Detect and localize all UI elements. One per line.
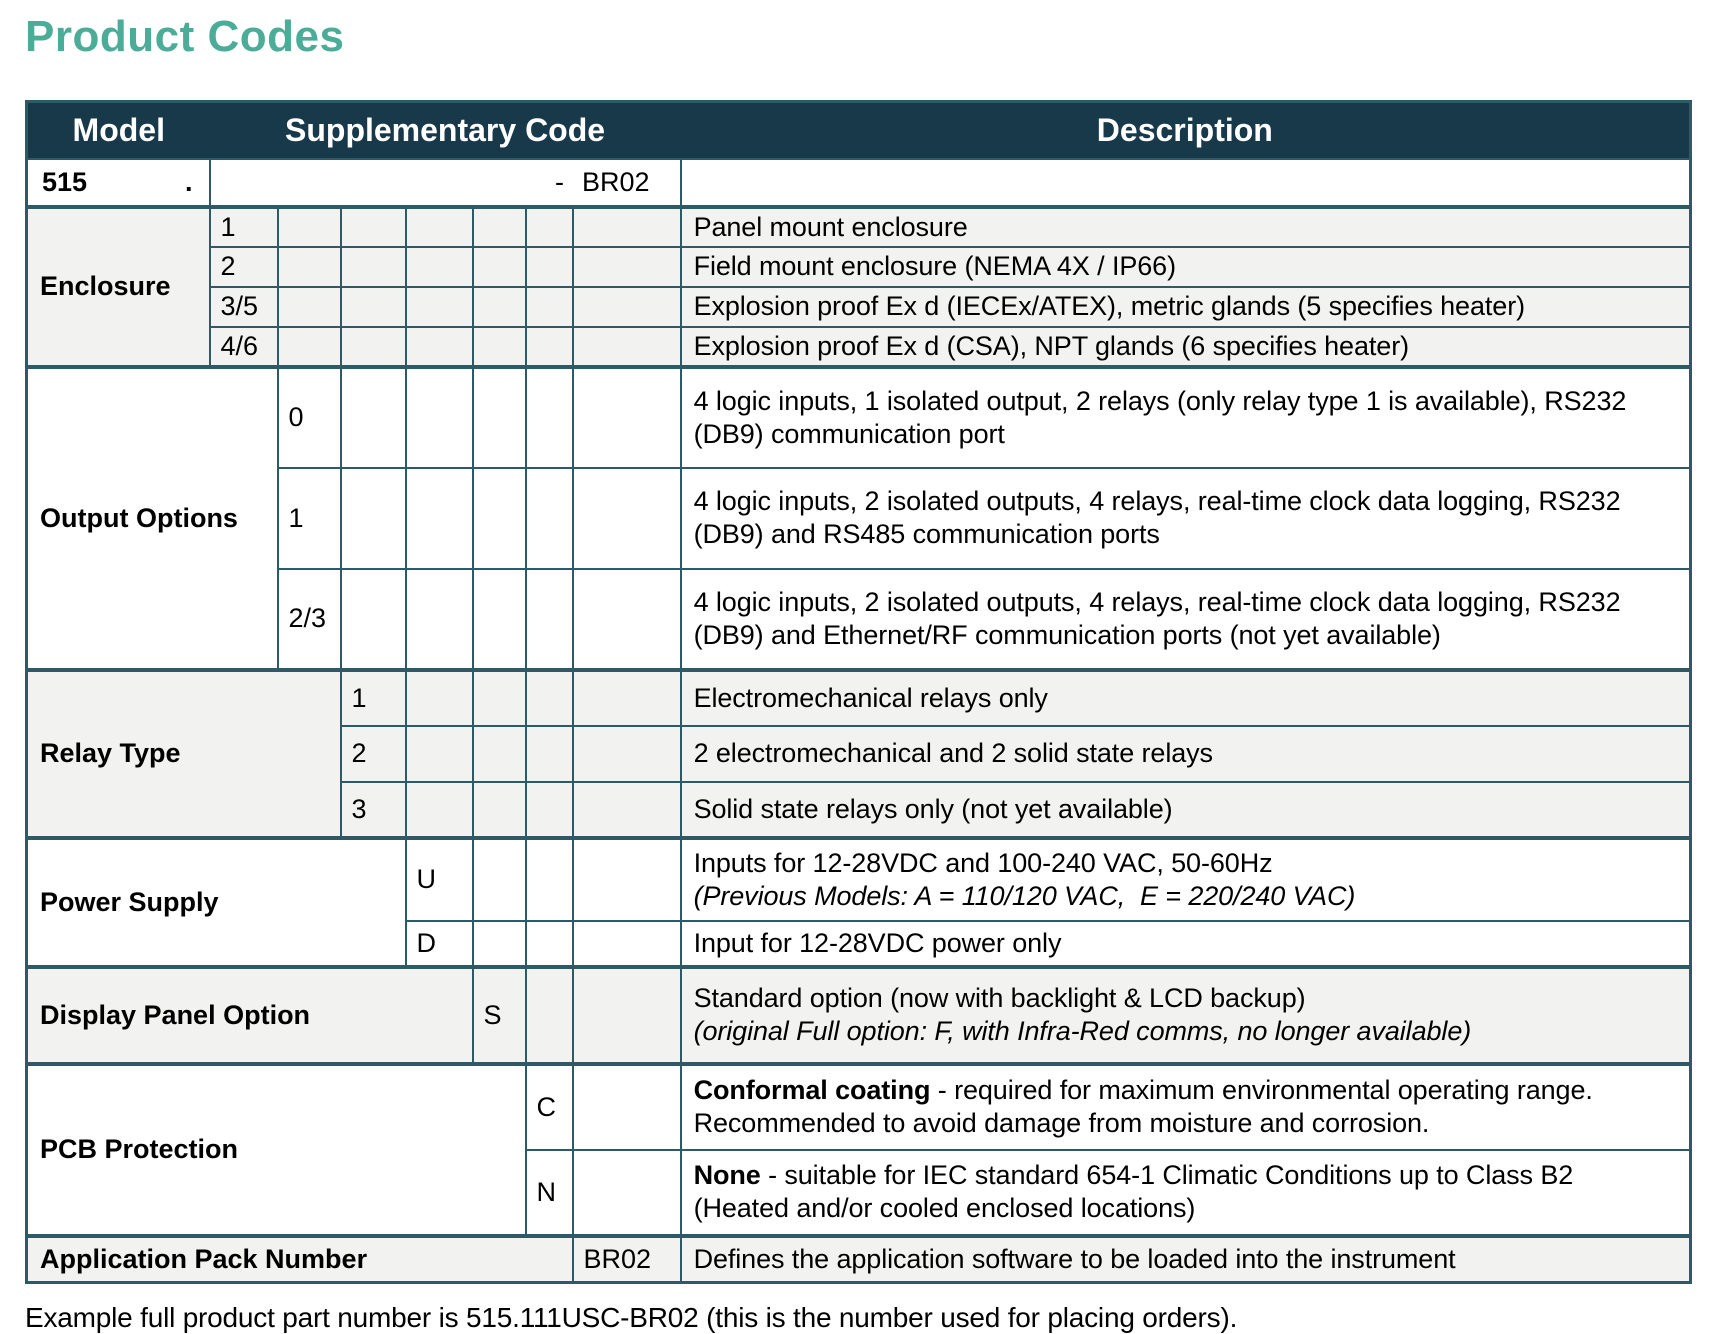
code-cell: 3/5 [210, 287, 278, 327]
empty-code-cell [573, 967, 681, 1064]
section-label-cell: Relay Type [27, 670, 341, 838]
empty-code-cell [473, 468, 526, 569]
description-cell: Solid state relays only (not yet available) [681, 782, 1691, 838]
empty-code-cell [526, 921, 573, 967]
empty-code-cell [526, 468, 573, 569]
empty-code-cell [473, 921, 526, 967]
empty-code-cell [573, 838, 681, 921]
product-codes-table [25, 100, 1692, 1284]
empty-code-cell [341, 367, 406, 468]
model-header-cell: Model [27, 102, 210, 159]
code-cell: N [526, 1150, 573, 1236]
code-cell: D [406, 921, 473, 967]
section-label-cell: Enclosure [27, 207, 210, 367]
description-cell [681, 159, 1691, 207]
empty-code-cell [473, 327, 526, 367]
section-label-cell: Power Supply [27, 838, 406, 967]
empty-code-cell [526, 782, 573, 838]
empty-code-cell [573, 1064, 681, 1150]
empty-code-cell [573, 207, 681, 247]
empty-code-cell [473, 207, 526, 247]
empty-code-cell [473, 367, 526, 468]
empty-code-cell [406, 327, 473, 367]
empty-code-cell [526, 207, 573, 247]
empty-code-cell [473, 838, 526, 921]
empty-code-cell [406, 782, 473, 838]
description-cell: Defines the application software to be loaded into the instrument [681, 1236, 1691, 1283]
empty-code-cell [406, 287, 473, 327]
code-cell: 1 [341, 670, 406, 726]
section-label-cell: Display Panel Option [27, 967, 473, 1064]
table-row [27, 967, 1691, 1064]
example-part-number-note: Example full product part number is 515.111USC-BR02 (this is the number used for placing orders). [25, 1302, 1238, 1333]
empty-code-cell [526, 670, 573, 726]
empty-code-cell [573, 670, 681, 726]
description-cell: 4 logic inputs, 2 isolated outputs, 4 relays, real-time clock data logging, RS232 (DB9) and RS485 communication ports [681, 468, 1691, 569]
empty-code-cell [526, 726, 573, 782]
supplementary-code-cell [210, 159, 681, 207]
empty-code-cell [406, 247, 473, 287]
description-cell: Explosion proof Ex d (CSA), NPT glands (6 specifies heater) [681, 327, 1691, 367]
page-title: Product Codes [25, 12, 345, 61]
empty-code-cell [573, 782, 681, 838]
empty-code-cell [406, 367, 473, 468]
model-number: 515 [42, 166, 88, 197]
description-cell: Standard option (now with backlight & LCD backup) (original Full option: F, with Infra-Red comms, no longer available) [681, 967, 1691, 1064]
empty-code-cell [341, 287, 406, 327]
empty-code-cell [573, 468, 681, 569]
code-cell: S [473, 967, 526, 1064]
empty-code-cell [473, 726, 526, 782]
empty-code-cell [406, 569, 473, 670]
description-cell: Field mount enclosure (NEMA 4X / IP66) [681, 247, 1691, 287]
description-cell: Panel mount enclosure [681, 207, 1691, 247]
section-label-cell: PCB Protection [27, 1064, 526, 1236]
table-row [27, 327, 1691, 367]
code-cell: 3 [341, 782, 406, 838]
code-cell: 1 [210, 207, 278, 247]
table-row [27, 1236, 1691, 1283]
description-cell: Inputs for 12-28VDC and 100-240 VAC, 50-60Hz (Previous Models: A = 110/120 VAC, E = 220/240 VAC) [681, 838, 1691, 921]
empty-code-cell [278, 327, 341, 367]
model-cell [27, 159, 210, 207]
empty-code-cell [278, 287, 341, 327]
description-header-cell: Description [681, 102, 1691, 159]
table-row [27, 838, 1691, 921]
model-dot: . [184, 166, 193, 197]
empty-code-cell [406, 207, 473, 247]
empty-code-cell [473, 782, 526, 838]
empty-code-cell [526, 367, 573, 468]
empty-code-cell [573, 569, 681, 670]
empty-code-cell [573, 287, 681, 327]
empty-code-cell [573, 726, 681, 782]
table-row [27, 247, 1691, 287]
empty-code-cell [406, 726, 473, 782]
table-row [27, 207, 1691, 247]
table-row [27, 367, 1691, 468]
code-cell: C [526, 1064, 573, 1150]
empty-code-cell [278, 207, 341, 247]
empty-code-cell [526, 967, 573, 1064]
empty-code-cell [473, 670, 526, 726]
code-cell: 2 [341, 726, 406, 782]
code-cell: 2/3 [278, 569, 341, 670]
code-cell: 2 [210, 247, 278, 287]
empty-code-cell [473, 247, 526, 287]
empty-code-cell [526, 569, 573, 670]
empty-code-cell [573, 1150, 681, 1236]
empty-code-cell [341, 569, 406, 670]
empty-code-cell [406, 670, 473, 726]
description-cell: 2 electromechanical and 2 solid state relays [681, 726, 1691, 782]
empty-code-cell [341, 247, 406, 287]
code-cell: 1 [278, 468, 341, 569]
empty-code-cell [573, 367, 681, 468]
description-cell: Input for 12-28VDC power only [681, 921, 1691, 967]
description-cell: None - suitable for IEC standard 654-1 Climatic Conditions up to Class B2 (Heated and/or cooled enclosed locations) [681, 1150, 1691, 1236]
empty-code-cell [573, 921, 681, 967]
empty-code-cell [526, 327, 573, 367]
description-cell: Conformal coating - required for maximum environmental operating range. Recommended to avoid damage from moisture and corrosion. [681, 1064, 1691, 1150]
empty-code-cell [526, 838, 573, 921]
code-cell: BR02 [573, 1236, 681, 1283]
model-row [27, 159, 1691, 207]
empty-code-cell [526, 287, 573, 327]
empty-code-cell [573, 247, 681, 287]
section-label-cell: Output Options [27, 367, 278, 670]
table-row [27, 287, 1691, 327]
description-cell: 4 logic inputs, 2 isolated outputs, 4 relays, real-time clock data logging, RS232 (DB9) and Ethernet/RF communication ports (not yet available) [681, 569, 1691, 670]
table-row [27, 670, 1691, 726]
code-cell: 4/6 [210, 327, 278, 367]
code-dash: - [555, 166, 565, 197]
table-row [27, 1064, 1691, 1150]
description-cell: 4 logic inputs, 1 isolated output, 2 relays (only relay type 1 is available), RS232 (DB9) communication port [681, 367, 1691, 468]
supplementary-code-header-cell: Supplementary Code [210, 102, 681, 159]
empty-code-cell [341, 327, 406, 367]
empty-code-cell [278, 247, 341, 287]
application-pack-code: BR02 [582, 166, 650, 197]
empty-code-cell [406, 468, 473, 569]
code-cell: U [406, 838, 473, 921]
empty-code-cell [526, 247, 573, 287]
table-header-row [27, 102, 1691, 159]
empty-code-cell [573, 327, 681, 367]
empty-code-cell [473, 287, 526, 327]
description-cell: Electromechanical relays only [681, 670, 1691, 726]
section-label-cell: Application Pack Number [27, 1236, 573, 1283]
description-cell: Explosion proof Ex d (IECEx/ATEX), metric glands (5 specifies heater) [681, 287, 1691, 327]
empty-code-cell [473, 569, 526, 670]
code-cell: 0 [278, 367, 341, 468]
empty-code-cell [341, 468, 406, 569]
empty-code-cell [341, 207, 406, 247]
